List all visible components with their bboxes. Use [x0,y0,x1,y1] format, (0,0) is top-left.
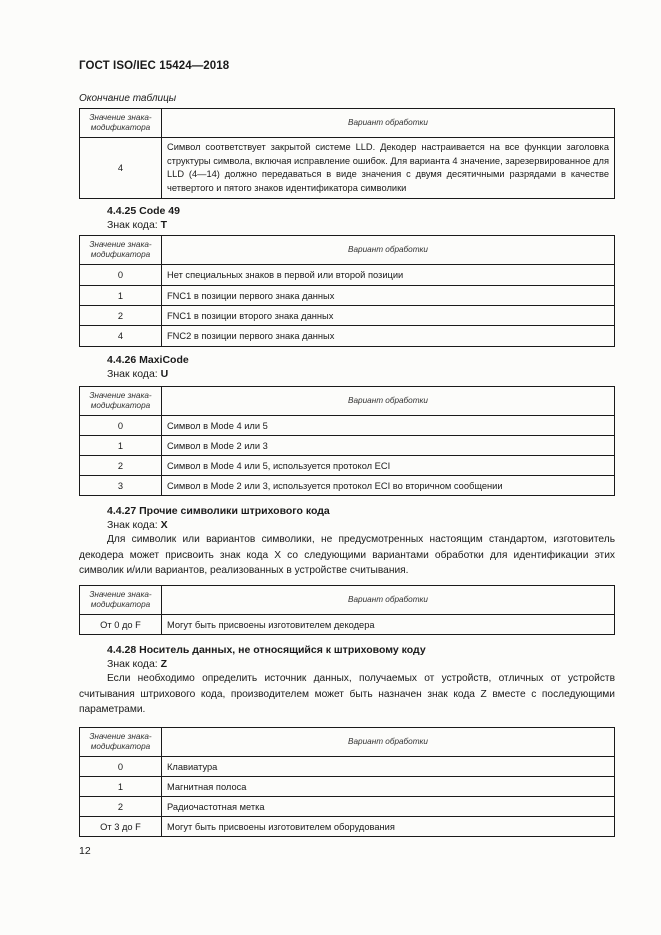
cell-value: Клавиатура [162,757,615,777]
cell-key: 3 [80,476,162,496]
table-row [80,615,615,635]
cell-value: Магнитная полоса [162,777,615,797]
cell-value: FNC1 в позиции первого знака данных [162,286,615,306]
paragraph: Если необходимо определить источник данных, получаемых от устройств, отличных от устройств считывания штрихового кода, производителем может быть назначен знак кода Z вместе с последующими параметрами. [79,673,615,716]
cell-key: 2 [80,306,162,326]
cell-value: Символ в Mode 2 или 3 [162,436,615,456]
cell-value: Радиочастотная метка [162,797,615,817]
cell-key: 0 [80,757,162,777]
cell-key: 0 [80,416,162,436]
section-title-non-barcode: 4.4.28 Носитель данных, не относящийся к штриховому коду [107,644,426,656]
column-header-value: Вариант обработки [162,586,615,615]
section-title-maxicode: 4.4.26 MaxiCode [107,354,189,366]
cell-key: 2 [80,797,162,817]
cell-key: 4 [80,138,162,199]
section-title-code49: 4.4.25 Code 49 [107,205,180,217]
table-other-symbologies [79,585,615,635]
code-sign-line [107,519,168,531]
cell-value: Нет специальных знаков в первой или второй позиции [162,265,615,286]
table-non-barcode [79,727,615,837]
cell-key: 2 [80,456,162,476]
cell-value: Могут быть присвоены изготовителем декодера [162,615,615,635]
cell-key: 1 [80,436,162,456]
cell-value: Символ в Mode 4 или 5, используется протокол ECI [162,456,615,476]
cell-value: FNC1 в позиции второго знака данных [162,306,615,326]
cell-value: Символ в Mode 2 или 3, используется протокол ECI во вторичном сообщении [162,476,615,496]
table-row [80,265,615,286]
code-sign-line [107,658,167,670]
code-sign-line [107,219,167,231]
code-sign-label: Знак кода: [107,519,158,531]
table-row [80,817,615,837]
table-row [80,436,615,456]
table-row [80,797,615,817]
table-row [80,416,615,436]
column-header-key: Значение знака-модификатора [80,728,162,757]
table-row [80,138,615,199]
column-header-key: Значение знака-модификатора [80,236,162,265]
table-row [80,306,615,326]
column-header-key: Значение знака-модификатора [80,109,162,138]
code-sign-value: X [160,519,168,531]
document-header: ГОСТ ISO/IEC 15424—2018 [79,60,230,72]
table-row [80,476,615,496]
cell-key: От 0 до F [80,615,162,635]
code-sign-label: Знак кода: [107,219,158,231]
cell-value: Символ в Mode 4 или 5 [162,416,615,436]
table-row [80,777,615,797]
cell-value: FNC2 в позиции первого знака данных [162,326,615,347]
table-row [80,757,615,777]
column-header-value: Вариант обработки [162,728,615,757]
column-header-key: Значение знака-модификатора [80,387,162,416]
cell-key: 1 [80,286,162,306]
column-header-value: Вариант обработки [162,236,615,265]
code-sign-value: Z [160,658,168,670]
code-sign-line [107,368,168,380]
table-maxicode [79,386,615,496]
section-title-other-symbologies: 4.4.27 Прочие символики штрихового кода [107,505,330,517]
table-row [80,326,615,347]
cell-key: От 3 до F [80,817,162,837]
code-sign-value: U [160,368,169,380]
table-continuation [79,108,615,199]
table-row [80,456,615,476]
cell-value: Символ соответствует закрытой системе LLD. Декодер настраивается на все функции заголовка структуры символа, включая исправление ошибок. Для варианта 4 значение, зарезервированное для LLD (4—14) должно передаваться в виде значения с двумя десятичными разрядами в качестве четвертого и пятого знаков идентификатора символики [162,138,615,199]
paragraph: Для символик или вариантов символики, не предусмотренных настоящим стандартом, изготовитель декодера может присвоить знак кода X со следующими вариантами обработки для идентификации этих символик и/или вариантов, реализованных в устройстве считывания. [79,534,615,577]
column-header-key: Значение знака-модификатора [80,586,162,615]
table-caption: Окончание таблицы [79,93,177,104]
column-header-value: Вариант обработки [162,387,615,416]
table-row [80,286,615,306]
cell-key: 1 [80,777,162,797]
page-number: 12 [79,845,91,857]
cell-value: Могут быть присвоены изготовителем оборудования [162,817,615,837]
cell-key: 0 [80,265,162,286]
code-sign-value: T [160,219,168,231]
cell-key: 4 [80,326,162,347]
code-sign-label: Знак кода: [107,368,158,380]
code-sign-label: Знак кода: [107,658,158,670]
table-code49 [79,235,615,347]
column-header-value: Вариант обработки [162,109,615,138]
